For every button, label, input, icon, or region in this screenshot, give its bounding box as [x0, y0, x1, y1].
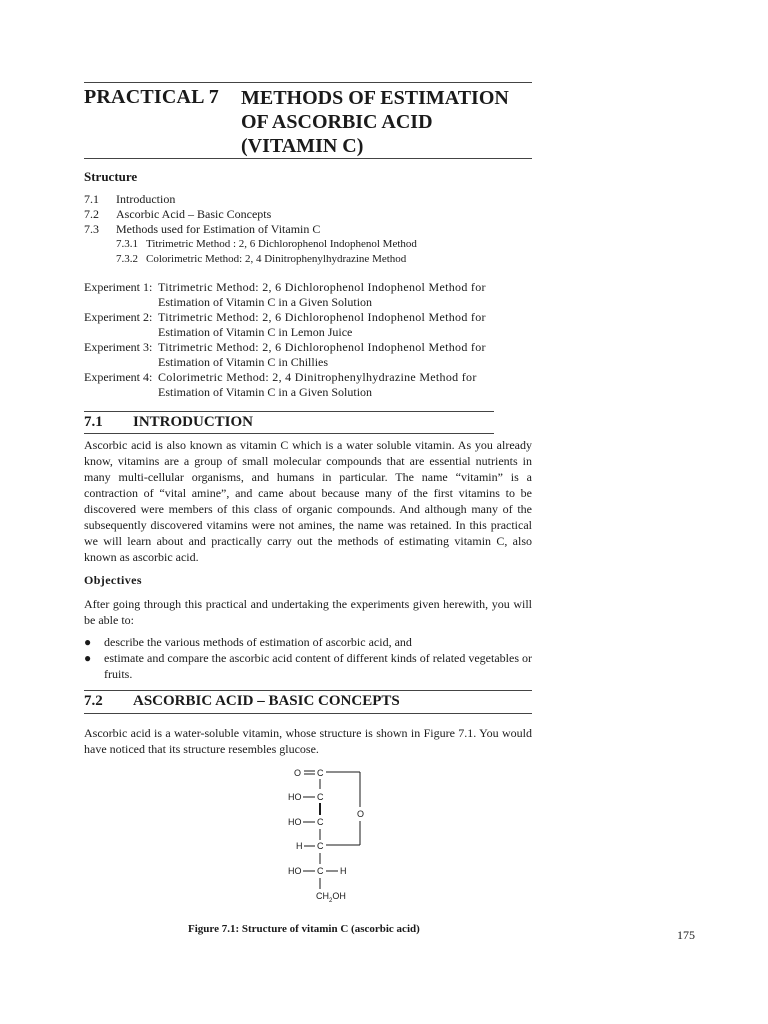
page-number: 175 [677, 928, 695, 942]
experiment-method: Colorimetric Method: 2, 4 Dinitrophenylhydrazine Method for [158, 370, 477, 384]
section-title: INTRODUCTION [133, 414, 254, 430]
atom-ho1: HO [288, 792, 302, 802]
atom-ch2oh [316, 891, 346, 904]
section-rule [84, 690, 532, 691]
structure-heading: Structure [84, 169, 138, 184]
section-number: 7.2 [84, 693, 103, 709]
list-item [84, 634, 532, 650]
structure-subitem-number: 7.3.1 [116, 238, 138, 250]
section-title: ASCORBIC ACID – BASIC CONCEPTS [133, 693, 400, 709]
experiment-item [84, 280, 538, 310]
section-heading-basic-concepts [84, 693, 400, 710]
structure-subitem [84, 252, 417, 267]
atom-h1: H [296, 841, 303, 851]
structure-list [84, 192, 417, 267]
bullet-icon: ● [84, 651, 92, 665]
introduction-paragraph: Ascorbic acid is also known as vitamin C which is a water soluble vitamin. As you already know, vitamins are a group of small molecular compounds that are essential nutrients in many multi-cellular organisms, and humans in particular. The name “vitamin” is a contraction of “vital amine”, and came about because many of the first vitamins to be discovered were members of this class of organic compounds. And although many of the subsequently discovered vitamins were not amines, the name was retained. In this practical we will learn about and practically carry out the methods of estimating vitamin C, also known as ascorbic acid. [84, 438, 532, 564]
title-line: OF ASCORBIC ACID [241, 111, 433, 133]
title-line: METHODS OF ESTIMATION [241, 87, 509, 109]
structure-item-text: Ascorbic Acid – Basic Concepts [116, 207, 272, 221]
experiment-item [84, 310, 538, 340]
atom-ho2: HO [288, 817, 302, 827]
atom-c2: C [317, 792, 324, 802]
basic-concepts-paragraph: Ascorbic acid is a water-soluble vitamin, whose structure is shown in Figure 7.1. You would have noticed that its structure resembles glucose. [84, 726, 532, 756]
structure-item-text: Introduction [116, 192, 176, 206]
experiment-list [84, 280, 538, 400]
section-rule [84, 411, 494, 412]
ch2oh-subscript: 2 [329, 898, 333, 904]
structure-item-number: 7.2 [84, 207, 99, 221]
experiment-method: Titrimetric Method: 2, 6 Dichlorophenol Indophenol Method for [158, 310, 486, 324]
structure-subitem-text: Colorimetric Method: 2, 4 Dinitrophenylhydrazine Method [146, 253, 407, 265]
experiment-method: Titrimetric Method: 2, 6 Dichlorophenol Indophenol Method for [158, 340, 486, 354]
practical-title [241, 86, 509, 158]
structure-subitem-number: 7.3.2 [116, 253, 138, 265]
objectives-heading: Objectives [84, 573, 142, 587]
objectives-intro: After going through this practical and undertaking the experiments given herewith, you will be able to: [84, 597, 532, 627]
experiment-purpose: Estimation of Vitamin C in Lemon Juice [158, 325, 353, 339]
figure-caption: Figure 7.1: Structure of vitamin C (ascorbic acid) [188, 923, 420, 935]
experiment-label: Experiment 3: [84, 340, 153, 354]
title-line: (VITAMIN C) [241, 135, 364, 157]
structure-item [84, 207, 417, 222]
experiment-method: Titrimetric Method: 2, 6 Dichlorophenol Indophenol Method for [158, 280, 486, 294]
ch2oh-oh: OH [332, 891, 346, 901]
section-number: 7.1 [84, 414, 103, 430]
structure-item-number: 7.1 [84, 192, 99, 206]
experiment-label: Experiment 2: [84, 310, 153, 324]
experiment-purpose: Estimation of Vitamin C in a Given Solution [158, 385, 373, 399]
atom-h2: H [340, 866, 347, 876]
practical-label: PRACTICAL 7 [84, 86, 219, 108]
objectives-list [84, 634, 532, 682]
structure-subitem-text: Titrimetric Method : 2, 6 Dichlorophenol Indophenol Method [146, 238, 417, 250]
list-item-text: estimate and compare the ascorbic acid content of different kinds of related vegetables or fruits. [104, 651, 532, 681]
atom-ho3: HO [288, 866, 302, 876]
vitamin-c-structure-diagram [280, 762, 390, 904]
list-item-text: describe the various methods of estimation of ascorbic acid, and [104, 635, 412, 649]
atom-o-ring: O [357, 809, 365, 819]
structure-item-text: Methods used for Estimation of Vitamin C [116, 222, 321, 236]
atom-c3: C [317, 817, 324, 827]
list-item [84, 650, 532, 682]
ch2oh-ch: CH [316, 891, 329, 901]
structure-item [84, 222, 417, 237]
structure-item-number: 7.3 [84, 222, 99, 236]
experiment-label: Experiment 4: [84, 370, 153, 384]
bullet-icon: ● [84, 635, 92, 649]
title-rule [84, 158, 532, 159]
experiment-purpose: Estimation of Vitamin C in a Given Solution [158, 295, 373, 309]
atom-c1: C [317, 768, 324, 778]
experiment-item [84, 340, 538, 370]
atom-c4: C [317, 841, 324, 851]
atom-c5: C [317, 866, 324, 876]
experiment-purpose: Estimation of Vitamin C in Chillies [158, 355, 329, 369]
section-rule [84, 713, 532, 714]
structure-subitem [84, 237, 417, 252]
top-rule [84, 82, 532, 83]
experiment-label: Experiment 1: [84, 280, 153, 294]
section-heading-introduction [84, 414, 253, 431]
section-rule [84, 433, 494, 434]
atom-o-top: O [294, 768, 302, 778]
structure-item [84, 192, 417, 207]
experiment-item [84, 370, 538, 400]
